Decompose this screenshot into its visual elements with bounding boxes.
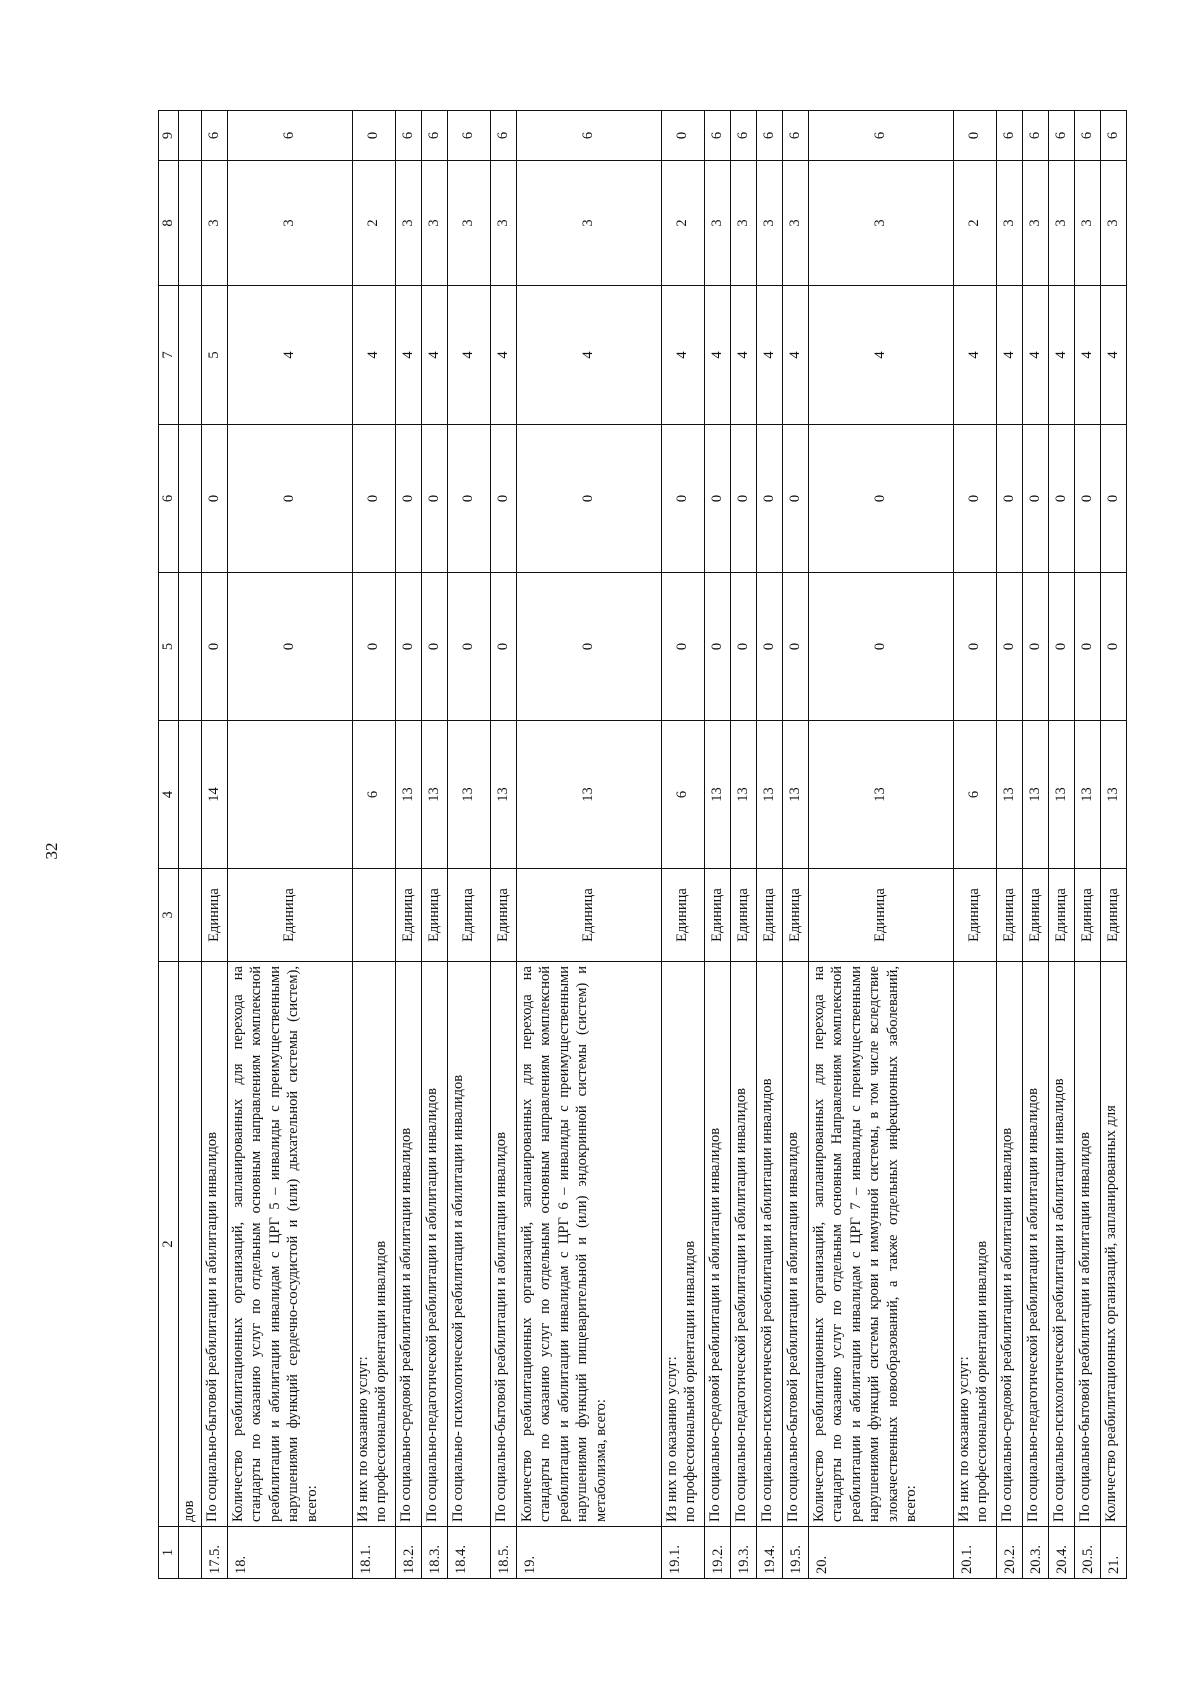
value-cell: 0 — [730, 573, 756, 721]
header-cell: 9 — [159, 111, 179, 161]
row-number: 20.2. — [996, 1527, 1022, 1579]
unit-cell: Единица — [661, 869, 704, 962]
value-cell: 6 — [1100, 111, 1126, 161]
unit-cell: Единица — [1074, 869, 1100, 962]
value-cell: 6 — [227, 111, 352, 161]
row-description — [808, 962, 953, 1527]
value-cell: 0 — [808, 425, 953, 573]
value-cell: 13 — [421, 721, 447, 869]
value-cell: 6 — [996, 111, 1022, 161]
unit-cell: Единица — [730, 869, 756, 962]
row-description — [227, 962, 352, 1527]
value-cell: 4 — [782, 286, 808, 425]
row-number: 20.3. — [1022, 1527, 1048, 1579]
value-cell: 0 — [704, 573, 730, 721]
row-number: 20.5. — [1074, 1527, 1100, 1579]
row-description — [421, 962, 447, 1527]
value-cell: 3 — [490, 161, 516, 286]
value-cell: 0 — [516, 573, 661, 721]
row-description — [1048, 962, 1074, 1527]
unit-cell: Единица — [201, 869, 227, 962]
row-number: 19.5. — [782, 1527, 808, 1579]
page-number: 32 — [42, 842, 61, 860]
table-row — [227, 111, 352, 1579]
value-cell: 0 — [730, 425, 756, 573]
row-number: 20. — [808, 1527, 953, 1579]
value-cell: 0 — [996, 425, 1022, 573]
description-line: По социально-бытовой реабилитации и абилитации инвалидов — [492, 1132, 509, 1522]
value-cell: 0 — [953, 425, 996, 573]
description-line: Из них по оказанию услуг: — [663, 1356, 680, 1522]
value-cell: 0 — [227, 573, 352, 721]
description-line: По социально-бытовой реабилитации и абилитации инвалидов — [1076, 1132, 1093, 1522]
value-cell: 6 — [1048, 111, 1074, 161]
row-number: 19.2. — [704, 1527, 730, 1579]
value-cell: 0 — [490, 425, 516, 573]
unit-cell: Единица — [1048, 869, 1074, 962]
row-description — [201, 962, 227, 1527]
row-number: 18.4. — [447, 1527, 490, 1579]
description-line: по профессиональной ориентации инвалидов — [682, 1240, 699, 1522]
description-line: По социально-педагогической реабилитации и абилитации инвалидов — [1024, 1088, 1041, 1522]
value-cell: 0 — [352, 573, 395, 721]
row-number: 19.4. — [756, 1527, 782, 1579]
value-cell: 2 — [953, 161, 996, 286]
table-row — [953, 111, 996, 1579]
value-cell: 13 — [730, 721, 756, 869]
value-cell: 6 — [730, 111, 756, 161]
value-cell: 0 — [953, 111, 996, 161]
value-cell — [227, 721, 352, 869]
value-cell: 4 — [1074, 286, 1100, 425]
value-cell: 0 — [1022, 425, 1048, 573]
unit-cell: Единица — [395, 869, 421, 962]
value-cell: 6 — [661, 721, 704, 869]
value-cell: 13 — [704, 721, 730, 869]
row-number: 21. — [1100, 1527, 1126, 1579]
row-description — [704, 962, 730, 1527]
value-cell: 6 — [1022, 111, 1048, 161]
value-cell: 4 — [953, 286, 996, 425]
value-cell: 3 — [1048, 161, 1074, 286]
value-cell: 6 — [782, 111, 808, 161]
value-cell: 0 — [1048, 573, 1074, 721]
row-description — [1074, 962, 1100, 1527]
value-cell: 0 — [395, 573, 421, 721]
value-cell: 0 — [808, 573, 953, 721]
value-cell: 4 — [1022, 286, 1048, 425]
table-row — [1100, 111, 1126, 1579]
value-cell: 6 — [201, 111, 227, 161]
value-cell: 6 — [352, 721, 395, 869]
value-cell: 4 — [1100, 286, 1126, 425]
unit-cell: Единица — [227, 869, 352, 962]
description-line: По социально-психологической реабилитации и абилитации инвалидов — [758, 1078, 775, 1522]
table-row — [352, 111, 395, 1579]
header-cell: 5 — [159, 573, 179, 721]
table-row — [661, 111, 704, 1579]
description-line: По социально-средовой реабилитации и абилитации инвалидов — [706, 1127, 723, 1522]
value-cell: 3 — [1100, 161, 1126, 286]
value-cell: 6 — [395, 111, 421, 161]
row-number: 17.5. — [201, 1527, 227, 1579]
value-cell: 0 — [1074, 425, 1100, 573]
table-row — [201, 111, 227, 1579]
row-description — [756, 962, 782, 1527]
row-number: 18.3. — [421, 1527, 447, 1579]
unit-cell: Единица — [953, 869, 996, 962]
row-number: 18.5. — [490, 1527, 516, 1579]
value-cell: 0 — [1100, 425, 1126, 573]
table-row — [1022, 111, 1048, 1579]
table-row — [490, 111, 516, 1579]
unit-cell: Единица — [516, 869, 661, 962]
value-cell: 0 — [1100, 573, 1126, 721]
value-cell: 0 — [996, 573, 1022, 721]
unit-cell: Единица — [421, 869, 447, 962]
header-cell: 2 — [159, 962, 179, 1527]
value-cell: 13 — [447, 721, 490, 869]
value-cell: 0 — [395, 425, 421, 573]
row-number: 19. — [516, 1527, 661, 1579]
row-description — [730, 962, 756, 1527]
value-cell: 0 — [447, 425, 490, 573]
value-cell: 0 — [704, 425, 730, 573]
table-row — [756, 111, 782, 1579]
rotated-table-wrapper — [158, 111, 1139, 1579]
value-cell: 3 — [808, 161, 953, 286]
value-cell: 6 — [421, 111, 447, 161]
description-line: По социально-бытовой реабилитации и абилитации инвалидов — [203, 1132, 220, 1522]
value-cell: 5 — [201, 286, 227, 425]
value-cell: 3 — [704, 161, 730, 286]
table-row — [447, 111, 490, 1579]
unit-cell: Единица — [1100, 869, 1126, 962]
header-cell: 1 — [159, 1527, 179, 1579]
unit-cell: Единица — [756, 869, 782, 962]
table-row — [782, 111, 808, 1579]
description-line: По социально-бытовой реабилитации и абилитации инвалидов — [784, 1132, 801, 1522]
row-description — [953, 962, 996, 1527]
value-cell: 4 — [661, 286, 704, 425]
value-cell: 13 — [516, 721, 661, 869]
data-table — [158, 110, 1127, 1579]
value-cell: 0 — [1048, 425, 1074, 573]
value-cell: 4 — [756, 286, 782, 425]
description-line: По социально-средовой реабилитации и абилитации инвалидов — [397, 1127, 414, 1522]
value-cell: 13 — [1074, 721, 1100, 869]
value-cell: 4 — [227, 286, 352, 425]
value-cell: 6 — [490, 111, 516, 161]
value-cell: 4 — [516, 286, 661, 425]
unit-cell: Единица — [996, 869, 1022, 962]
value-cell: 0 — [661, 111, 704, 161]
value-cell: 0 — [782, 425, 808, 573]
value-cell: 0 — [953, 573, 996, 721]
value-cell: 6 — [1074, 111, 1100, 161]
value-cell: 2 — [661, 161, 704, 286]
description-line: Количество реабилитационных организаций, запланированных для перехода на стандарты по оказанию услуг по отдельным основным направлениям комплексной реабилитации и абилитации инвалидам с ЦРГ 6 – инвалиды с преимущественными нарушениями функций пищеварительной и (или) эндокринной системы (систем) и метаболизма, всего: — [518, 966, 609, 1522]
value-cell: 13 — [808, 721, 953, 869]
value-cell: 4 — [730, 286, 756, 425]
unit-cell — [352, 869, 395, 962]
description-line: по профессиональной ориентации инвалидов — [373, 1240, 390, 1522]
row-description — [490, 962, 516, 1527]
table-row — [395, 111, 421, 1579]
value-cell: 0 — [352, 111, 395, 161]
value-cell: 13 — [1100, 721, 1126, 869]
value-cell: 3 — [996, 161, 1022, 286]
value-cell: 3 — [782, 161, 808, 286]
value-cell: 4 — [395, 286, 421, 425]
description-line: По социально-педагогической реабилитации и абилитации инвалидов — [732, 1088, 749, 1522]
unit-cell: Единица — [782, 869, 808, 962]
table-row — [996, 111, 1022, 1579]
value-cell: 4 — [1048, 286, 1074, 425]
value-cell: 0 — [661, 425, 704, 573]
value-cell: 0 — [447, 573, 490, 721]
value-cell: 0 — [201, 573, 227, 721]
value-cell: 3 — [227, 161, 352, 286]
value-cell: 0 — [352, 425, 395, 573]
value-cell: 0 — [756, 425, 782, 573]
value-cell: 0 — [490, 573, 516, 721]
header-row — [159, 111, 179, 1579]
row-number: 18. — [227, 1527, 352, 1579]
value-cell: 4 — [447, 286, 490, 425]
value-cell: 3 — [421, 161, 447, 286]
unit-cell: Единица — [490, 869, 516, 962]
value-cell: 2 — [352, 161, 395, 286]
value-cell: 3 — [1022, 161, 1048, 286]
description-line: по профессиональной ориентации инвалидов — [974, 1240, 991, 1522]
row-description — [447, 962, 490, 1527]
table-row — [516, 111, 661, 1579]
value-cell: 6 — [447, 111, 490, 161]
unit-cell: Единица — [704, 869, 730, 962]
description-line: По социально- психологической реабилитации и абилитации инвалидов — [449, 1074, 466, 1522]
row-number: 18.1. — [352, 1527, 395, 1579]
unit-cell: Единица — [447, 869, 490, 962]
description-line: Количество реабилитационных организаций, запланированных для перехода на стандарты по оказанию услуг по отдельным основным Направлениям комплексной реабилитации и абилитации инвалидам с ЦРГ 7 – инвалиды с преимущественными нарушениями функций системы крови и иммунной системы, в том числе вследствие злокачественных новообразований, а также отдельных инфекционных заболеваний, всего: — [810, 966, 920, 1522]
description-line: Из них по оказанию услуг: — [354, 1356, 371, 1522]
row-number: 18.2. — [395, 1527, 421, 1579]
table-row — [808, 111, 953, 1579]
value-cell: 4 — [704, 286, 730, 425]
table-row — [421, 111, 447, 1579]
row-description — [516, 962, 661, 1527]
value-cell: 13 — [1022, 721, 1048, 869]
value-cell: 4 — [490, 286, 516, 425]
value-cell: 0 — [201, 425, 227, 573]
header-cell: 4 — [159, 721, 179, 869]
description-line: Количество реабилитационных организаций, запланированных для — [1102, 1105, 1119, 1522]
description-line: По социально-педагогической реабилитации и абилитации инвалидов — [423, 1088, 440, 1522]
value-cell: 13 — [996, 721, 1022, 869]
value-cell: 0 — [661, 573, 704, 721]
value-cell: 0 — [516, 425, 661, 573]
value-cell: 14 — [201, 721, 227, 869]
description-line: По социально-психологической реабилитации и абилитации инвалидов — [1050, 1078, 1067, 1522]
row-number: 19.3. — [730, 1527, 756, 1579]
value-cell: 6 — [704, 111, 730, 161]
value-cell: 4 — [996, 286, 1022, 425]
unit-cell: Единица — [808, 869, 953, 962]
value-cell: 0 — [1022, 573, 1048, 721]
row-description — [1100, 962, 1126, 1527]
row-number: 20.1. — [953, 1527, 996, 1579]
continuation-row — [178, 111, 201, 1579]
value-cell: 3 — [730, 161, 756, 286]
value-cell: 13 — [1048, 721, 1074, 869]
value-cell: 13 — [756, 721, 782, 869]
table-row — [730, 111, 756, 1579]
value-cell: 0 — [227, 425, 352, 573]
value-cell: 3 — [756, 161, 782, 286]
header-cell: 3 — [159, 869, 179, 962]
value-cell: 4 — [808, 286, 953, 425]
value-cell: 13 — [782, 721, 808, 869]
value-cell: 0 — [421, 573, 447, 721]
value-cell: 6 — [756, 111, 782, 161]
value-cell: 13 — [490, 721, 516, 869]
header-cell: 6 — [159, 425, 179, 573]
table-row — [1048, 111, 1074, 1579]
row-description — [352, 962, 395, 1527]
header-cell: 8 — [159, 161, 179, 286]
continuation-text: дов — [178, 962, 201, 1527]
value-cell: 6 — [808, 111, 953, 161]
value-cell: 0 — [782, 573, 808, 721]
description-line: Из них по оказанию услуг: — [955, 1356, 972, 1522]
value-cell: 0 — [756, 573, 782, 721]
value-cell: 3 — [447, 161, 490, 286]
row-description — [395, 962, 421, 1527]
value-cell: 0 — [1074, 573, 1100, 721]
row-description — [782, 962, 808, 1527]
description-line: Количество реабилитационных организаций, запланированных для перехода на стандарты по оказанию услуг по отдельным основным направлениям комплексной реабилитации и абилитации инвалидам с ЦРГ 5 – инвалиды с преимущественными нарушениями функций сердечно-сосудистой и (или) дыхательной системы (систем), всего: — [229, 966, 320, 1522]
value-cell: 3 — [516, 161, 661, 286]
row-number: 20.4. — [1048, 1527, 1074, 1579]
value-cell: 0 — [421, 425, 447, 573]
row-description — [996, 962, 1022, 1527]
value-cell: 4 — [421, 286, 447, 425]
value-cell: 13 — [395, 721, 421, 869]
row-description — [1022, 962, 1048, 1527]
value-cell: 4 — [352, 286, 395, 425]
row-number: 19.1. — [661, 1527, 704, 1579]
value-cell: 3 — [395, 161, 421, 286]
header-cell: 7 — [159, 286, 179, 425]
table-row — [704, 111, 730, 1579]
description-line: По социально-средовой реабилитации и абилитации инвалидов — [998, 1127, 1015, 1522]
unit-cell: Единица — [1022, 869, 1048, 962]
value-cell: 6 — [516, 111, 661, 161]
value-cell: 6 — [953, 721, 996, 869]
value-cell: 3 — [1074, 161, 1100, 286]
row-description — [661, 962, 704, 1527]
value-cell: 3 — [201, 161, 227, 286]
table-row — [1074, 111, 1100, 1579]
